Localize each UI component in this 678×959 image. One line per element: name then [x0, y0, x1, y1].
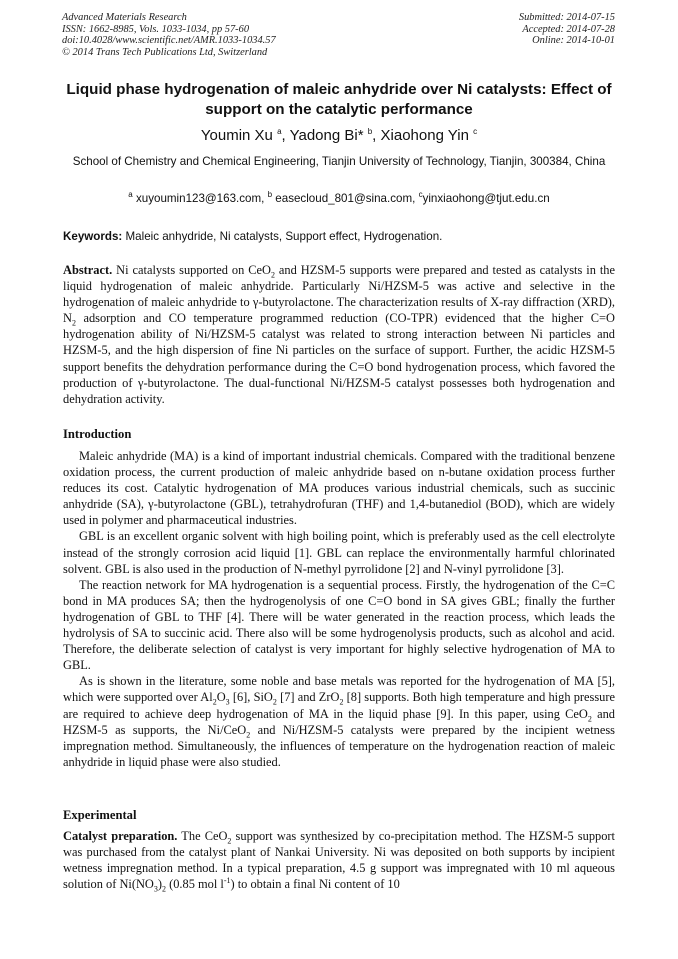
email-mark: b: [267, 190, 273, 200]
paper-title: Liquid phase hydrogenation of maleic anhydride over Ni catalysts: Effect of support on the catalytic performance: [66, 81, 612, 118]
introduction-body: [63, 448, 615, 770]
email-address[interactable]: easecloud_801@sina.com: [275, 192, 413, 205]
intro-paragraph: As is shown in the literature, some noble and base metals was reported for the hydrogenation of MA [5], which were supported over $Al_2O_3$ [6], SiO$_2$ [7] and ZrO$_2$ [8] supports. Both high temperature and high pressure are required to achieve deep hydrogenation of MA in the liquid phase [9]. In this paper, using CeO$_2$ and HZSM-5 as supports, the Ni/CeO$_2$ and Ni/HZSM-5 catalysts were prepared by the incipient wetness impregnation method. Simultaneously, the influences of temperature on the hydrogenation reaction of maleic anhydride in liquid phase were also studied.: [63, 674, 615, 769]
author-name: Yadong Bi*: [289, 127, 364, 144]
abstract: [63, 262, 615, 407]
author-separator: ,: [281, 127, 290, 144]
dates-header: [519, 12, 615, 47]
submitted-date: Submitted: 2014-07-15: [518, 12, 615, 23]
email-address[interactable]: yinxiaohong@tjut.edu.cn: [422, 192, 550, 205]
accepted-date: Accepted: 2014-07-28: [522, 23, 615, 35]
introduction-heading: Introduction: [63, 427, 132, 441]
author-mark: b: [367, 127, 373, 136]
journal-header: [62, 12, 276, 58]
copyright-line: © 2014 Trans Tech Publications Ltd, Switzerland: [62, 46, 268, 58]
keywords-label: Keywords:: [63, 230, 123, 243]
keywords: [63, 229, 615, 245]
experimental-body: [63, 828, 615, 892]
journal-issn: ISSN: 1662-8985, Vols. 1033-1034, pp 57-60: [62, 23, 250, 35]
author-name: Xiaohong Yin: [380, 127, 469, 144]
email-mark: c: [418, 190, 423, 200]
intro-paragraph: GBL is an excellent organic solvent with high boiling point, which is preferably used as the cell electrolyte instead of the strongly corrosion acid liquid [1]. GBL can replace the environmentally harmful chlorinated solvent. GBL is also used in the production of N-methyl pyrrolidone [2] and N-vinyl pyrrolidone [3].: [63, 529, 615, 576]
journal-name: Advanced Materials Research: [62, 12, 187, 23]
intro-paragraph: The reaction network for MA hydrogenation is a sequential process. Firstly, the hydrogenation of the C=C bond in MA produces SA; then the hydrogenolysis of one C=O bond in SA gives GBL; finally the further hydrogenation of GBL to THF [4]. There will be water generated in the reaction process, which leads the hydrolysis of SA to succinic acid. There also will be some hydrogenolysis products, such as alcohol and acid. Therefore, the deliberate selection of catalyst is very important for highly selective hydrogenation of MA to GBL.: [63, 577, 615, 673]
experimental-heading: Experimental: [63, 808, 137, 822]
author-mark: a: [277, 127, 282, 136]
email-mark: a: [128, 190, 133, 200]
email-list: $^a$ xuyoumin123@163.com, $^b$ easecloud_801@sina.com, $^c$yinxiaohong@tjut.edu.cn: [128, 190, 550, 205]
author-separator: ,: [372, 127, 381, 144]
intro-paragraph: Maleic anhydride (MA) is a kind of important industrial chemicals. Compared with the traditional benzene oxidation process, the current production of maleic anhydride based on n-butane oxidation process further reduces its cost. Catalytic hydrogenation of MA produces various industrial chemicals, such as succinic anhydride (SA), γ-butyrolactone (GBL), tetrahydrofuran (THF) and 1,4-butanediol (BOD), which are widely used in polymer and pharmaceutical industries.: [63, 449, 615, 528]
author-mark: c: [473, 127, 478, 136]
author-name: Youmin Xu: [200, 127, 273, 144]
journal-doi[interactable]: doi:10.4028/www.scientific.net/AMR.1033-1034.57: [62, 35, 276, 47]
author-list: [0, 127, 678, 145]
experimental-paragraph: Catalyst preparation. The CeO$_2$ support was synthesized by co-precipitation method. The HZSM-5 support was purchased from the catalyst plant of Nankai University. Ni was deposited on both supports by incipient wetness impregnation method. In a typical preparation, 4.5 g support was impregnated with 10 ml aqueous solution of $Ni(NO_3)_2$ (0.85 mol $l^{-1}$) to obtain a final Ni content of 10: [63, 829, 615, 894]
keywords-text: Maleic anhydride, Ni catalysts, Support effect, Hydrogenation.: [125, 230, 443, 243]
email-address[interactable]: xuyoumin123@163.com: [135, 192, 262, 205]
affiliation: School of Chemistry and Chemical Engineering, Tianjin University of Technology, Tianjin, 300384, China: [72, 155, 606, 168]
catalyst-preparation-label: Catalyst preparation.: [63, 829, 178, 843]
abstract-paragraph: Abstract. Ni catalysts supported on CeO$_2$ and HZSM-5 supports were prepared and tested as catalysts in the liquid hydrogenation of maleic anhydride. Particularly Ni/HZSM-5 was active and selective in the hydrogenation of maleic anhydride to γ-butyrolactone. The characterization results of X-ray diffraction (XRD), $N_2$ adsorption and CO temperature programmed reduction (CO-TPR) evidenced that the higher C=O hydrogenation ability of Ni/HZSM-5 catalyst was related to strong interaction between Ni particles and HZSM-5, and the high dispersion of fine Ni particles on the surface of support. Further, the acidic HZSM-5 support benefits the dehydration performance during the C=O bond hydrogenation process, which favored the production of γ-butyrolactone. The dual-functional Ni/HZSM-5 catalyst possesses both hydrogenation and dehydration activity.: [63, 263, 615, 406]
abstract-label: Abstract.: [63, 263, 113, 277]
online-date: Online: 2014-10-01: [532, 35, 615, 47]
